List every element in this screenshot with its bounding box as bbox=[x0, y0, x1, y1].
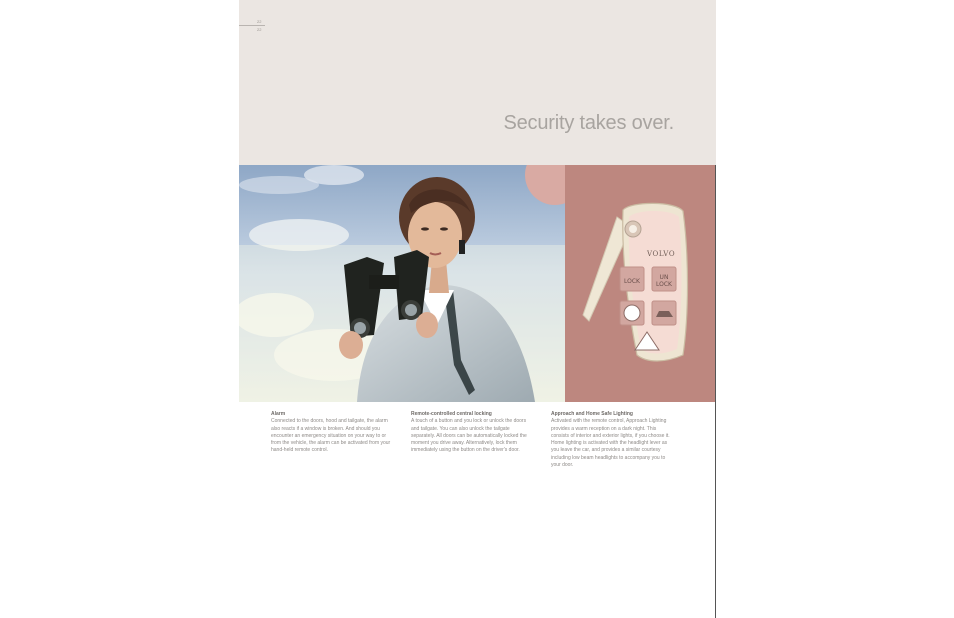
feature-title: Approach and Home Safe Lighting bbox=[551, 411, 633, 417]
page-edge-rule bbox=[715, 165, 716, 618]
woman-binoculars-photo bbox=[239, 165, 565, 402]
page-number-secondary: 22 bbox=[257, 27, 262, 32]
headline: Security takes over. bbox=[503, 112, 674, 134]
feature-central-locking bbox=[411, 411, 535, 455]
unlock-button-label-line2: LOCK bbox=[656, 281, 672, 288]
feature-body: Connected to the doors, hood and tailgate, the alarm also reacts if a window is broken. And should you encounter an emergency situation on your way to or from the vehicle, the alarm can be activated from your hand-held remote control. bbox=[271, 418, 391, 454]
feature-title: Alarm bbox=[271, 411, 286, 417]
lock-button-label: LOCK bbox=[624, 278, 640, 285]
key-fob-panel bbox=[565, 165, 715, 402]
page-number-rule bbox=[239, 25, 265, 26]
volvo-logo: VOLVO bbox=[647, 250, 676, 258]
feature-body: A touch of a button and you lock or unlock the doors and tailgate. You can also unlock the tailgate separately. All doors can be automatically locked the moment you drive away. Alternatively, lock them immediately using the button on the driver's door. bbox=[411, 418, 527, 454]
feature-approach-lighting bbox=[551, 411, 675, 469]
feature-body: Activated with the remote control, Approach Lighting provides a warm reception on a dark night. This consists of interior and exterior lights, if you choose it. Home lighting is activated with the headlight lever as you leave the car, and provides a similar courtesy including low beam headlights to accompany you to your door. bbox=[551, 418, 670, 469]
feature-title: Remote-controlled central locking bbox=[411, 411, 492, 417]
brochure-page bbox=[239, 0, 716, 618]
header-band bbox=[239, 0, 716, 165]
unlock-button-label: UN bbox=[659, 274, 669, 281]
page-number: 22 bbox=[257, 19, 262, 24]
feature-alarm bbox=[271, 411, 395, 455]
feature-columns bbox=[271, 411, 691, 491]
